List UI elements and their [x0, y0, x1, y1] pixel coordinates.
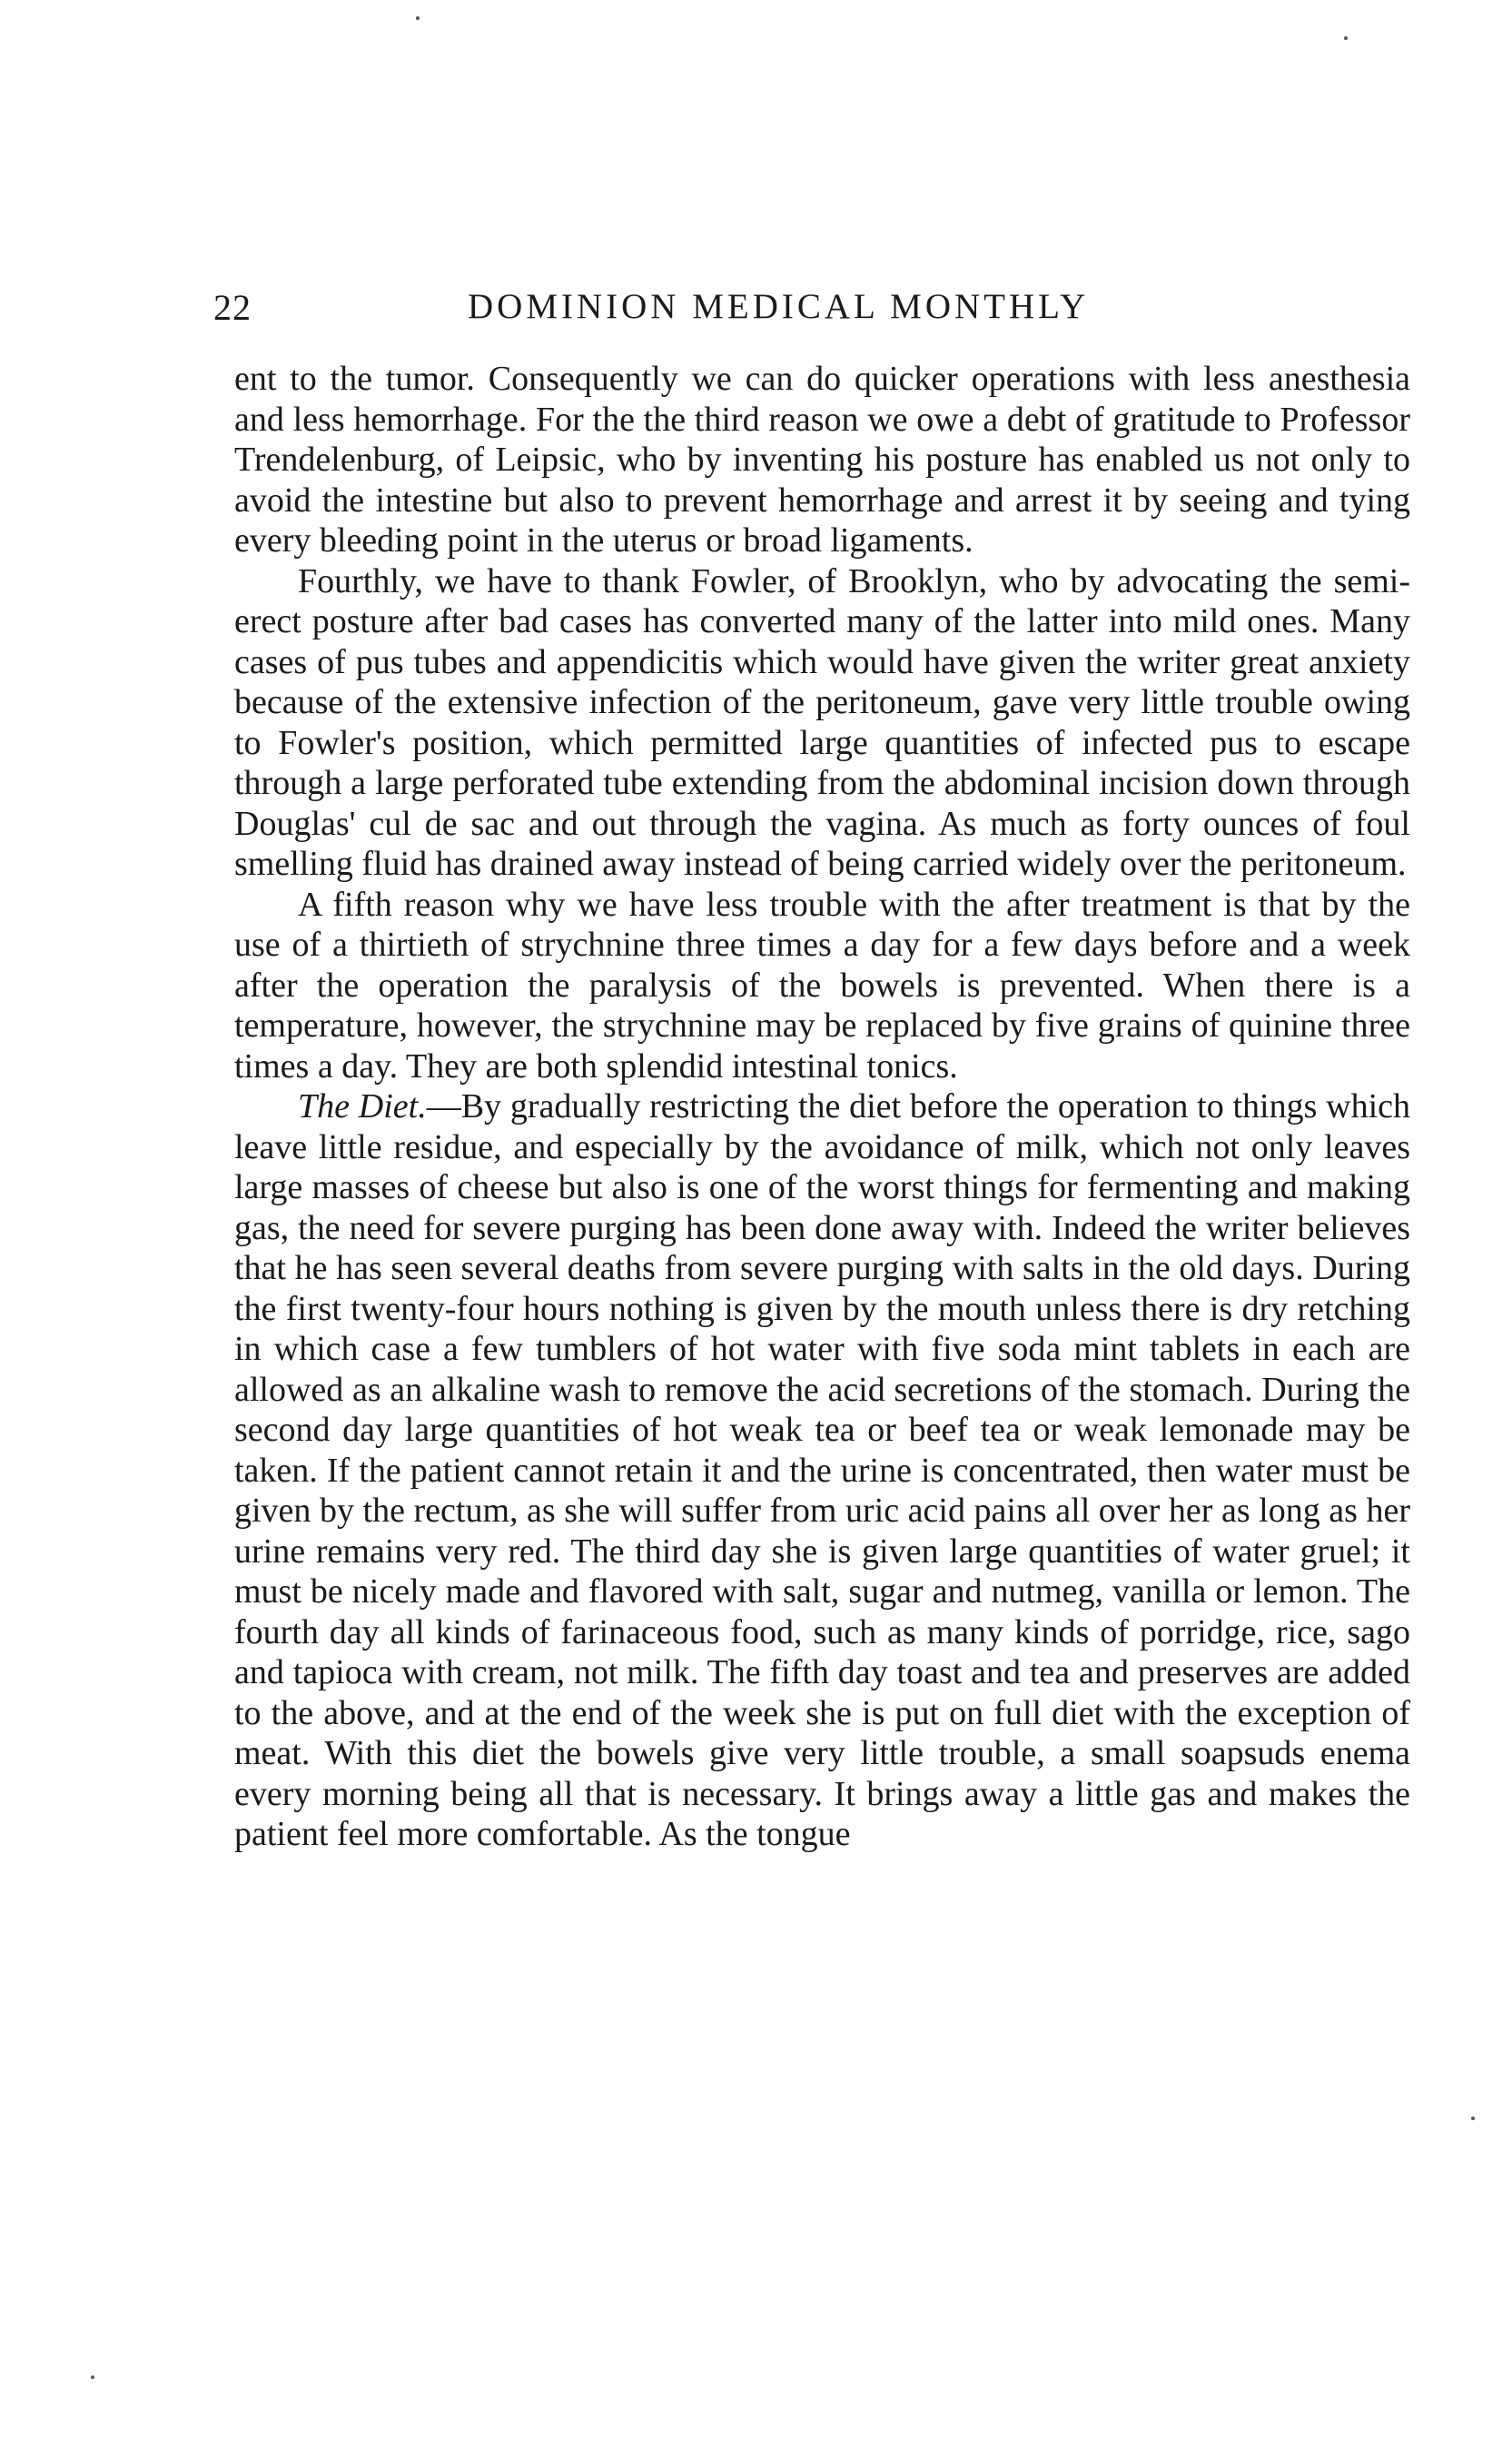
section-lead-diet: The Diet.	[298, 1087, 427, 1125]
body-text	[234, 359, 1410, 1855]
paragraph-fifth-reason: A fifth reason why we have less trouble with the after treatment is that by the use of a thirtieth of strychnine three times a day for a few days before and a week after the operation the paralysis of the bowels is prevented. When there is a temperature, however, the strychnine may be replaced by five grains of quinine three times a day. They are both splendid intestinal tonics.	[234, 885, 1410, 1086]
paragraph-fowler: Fourthly, we have to thank Fowler, of Brooklyn, who by advocating the semi-erect posture after bad cases has converted many of the latter into mild ones. Many cases of pus tubes and appendicitis which would have given the writer great anxiety because of the extensive infection of the peritoneum, gave very little trouble owing to Fowler's position, which permitted large quantities of infected pus to escape through a large perforated tube extending from the abdominal incision down through Douglas' cul de sac and out through the vagina. As much as forty ounces of foul smelling fluid has drained away instead of being carried widely over the peritoneum.	[234, 561, 1410, 883]
running-head	[213, 286, 1417, 341]
paragraph-diet	[234, 1086, 1410, 1855]
print-speck	[91, 2375, 94, 2379]
print-speck	[1344, 36, 1348, 40]
print-speck	[1471, 2117, 1475, 2120]
page-number: 22	[213, 287, 252, 328]
paragraph-continuation: ent to the tumor. Consequently we can do quicker operations with less anesthesia and less hemorrhage. For the the third reason we owe a debt of gratitude to Professor Trendelenburg, of Leipsic, who by inventing his posture has enabled us not only to avoid the intestine but also to prevent hemorrhage and arrest it by seeing and tying every bleeding point in the uterus or broad ligaments.	[234, 360, 1410, 560]
journal-title: DOMINION MEDICAL MONTHLY	[468, 287, 1090, 326]
paragraph-diet-text: —By gradually restricting the diet before the operation to things which leave little residue, and especially by the avoidance of milk, which not only leaves large masses of cheese but also is one of the worst things for fermenting and making gas, the need for severe purging has been done away with. Indeed the writer believes that he has seen several deaths from severe purging with salts in the old days. During the first twenty-four hours nothing is given by the mouth unless there is dry retching in which case a few tumblers of hot water with five soda mint tablets in each are allowed as an alkaline wash to remove the acid secretions of the stomach. During the second day large quantities of hot weak tea or beef tea or weak lemonade may be taken. If the patient cannot retain it and the urine is concentrated, then water must be given by the rectum, as she will suffer from uric acid pains all over her as long as her urine remains very red. The third day she is given large quantities of water gruel; it must be nicely made and flavored with salt, sugar and nutmeg, vanilla or lemon. The fourth day all kinds of farinaceous food, such as many kinds of porridge, rice, sago and tapioca with cream, not milk. The fifth day toast and tea and preserves are added to the above, and at the end of the week she is put on full diet with the exception of meat. With this diet the bowels give very little trouble, a small soapsuds enema every morning being all that is necessary. It brings away a little gas and makes the patient feel more comfortable. As the tongue	[234, 1087, 1410, 1853]
print-speck	[416, 16, 420, 20]
